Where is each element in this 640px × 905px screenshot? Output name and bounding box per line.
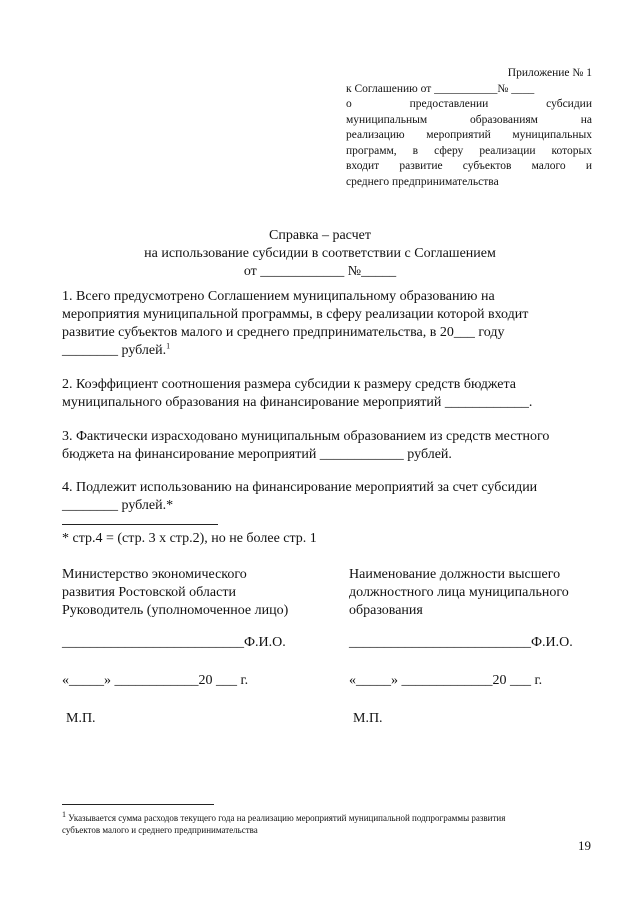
calculation-note: * стр.4 = (стр. 3 х стр.2), но не более стр. 1 bbox=[62, 531, 317, 546]
signature-left bbox=[62, 566, 332, 620]
right-org-line: Наименование должности высшего bbox=[349, 567, 561, 582]
left-org-line: Министерство экономического bbox=[62, 567, 247, 582]
footnote-ref: 1 bbox=[166, 341, 171, 351]
footnote-line: субъектов малого и среднего предпринимательства bbox=[62, 825, 258, 835]
appendix-line: муниципальным образованиям на bbox=[346, 113, 592, 126]
item-1-line: развитие субъектов малого и среднего предпринимательства, в 20___ году bbox=[62, 325, 505, 340]
item-2-line: 2. Коэффициент соотношения размера субсидии к размеру средств бюджета bbox=[62, 377, 517, 392]
appendix-line: о предоставлении субсидии bbox=[346, 98, 592, 110]
left-signature-line: __________________________Ф.И.О. bbox=[62, 635, 286, 650]
item-4 bbox=[62, 479, 582, 515]
item-3-line: 3. Фактически израсходовано муниципальным образованием из средств местного bbox=[62, 429, 550, 444]
note-separator bbox=[62, 524, 218, 525]
item-4-line: 4. Подлежит использованию на финансирование мероприятий за счет субсидии bbox=[62, 480, 538, 495]
left-date-line: «_____» ____________20 ___ г. bbox=[62, 673, 249, 688]
left-stamp: М.П. bbox=[66, 711, 96, 726]
item-3 bbox=[62, 428, 582, 464]
item-3-line: бюджета на финансирование мероприятий ____________ рублей. bbox=[62, 447, 452, 462]
item-2 bbox=[62, 376, 582, 412]
right-signature-line: __________________________Ф.И.О. bbox=[349, 635, 573, 650]
appendix-line: среднего предпринимательства bbox=[346, 175, 499, 188]
left-org-line: Руководитель (уполномоченное лицо) bbox=[62, 603, 289, 618]
appendix-line: к Соглашению от ___________№ ____ bbox=[346, 82, 535, 95]
item-1-line: мероприятия муниципальной программы, в сферу реализации которой входит bbox=[62, 307, 529, 322]
appendix-line: программ, в сферу реализации которых bbox=[346, 144, 592, 157]
item-1 bbox=[62, 288, 582, 360]
item-1-line: ________ рублей. bbox=[62, 343, 167, 358]
right-date-line: «_____» _____________20 ___ г. bbox=[349, 673, 543, 688]
document-heading bbox=[0, 227, 640, 281]
item-4-line: ________ рублей.* bbox=[62, 498, 174, 513]
item-1-line: 1. Всего предусмотрено Соглашением муниципальному образованию на bbox=[62, 289, 495, 304]
footnote-separator bbox=[62, 804, 214, 805]
right-org-line: образования bbox=[349, 603, 423, 618]
page-number: 19 bbox=[578, 838, 591, 853]
footnote-marker: 1 bbox=[62, 810, 66, 819]
appendix-header bbox=[346, 66, 592, 190]
footnote-line: Указывается сумма расходов текущего года на реализацию мероприятий муниципальной подпрограммы развития bbox=[66, 813, 506, 823]
appendix-line: входит развитие субъектов малого и bbox=[346, 160, 592, 172]
heading-title: Справка – расчет bbox=[269, 228, 371, 243]
signature-right bbox=[349, 566, 609, 620]
appendix-line: реализацию мероприятий муниципальных bbox=[346, 129, 592, 141]
heading-subtitle: на использование субсидии в соответствии с Соглашением bbox=[144, 246, 496, 261]
item-2-line: муниципального образования на финансирование мероприятий ____________. bbox=[62, 395, 533, 410]
left-org-line: развития Ростовской области bbox=[62, 585, 236, 600]
right-org-line: должностного лица муниципального bbox=[349, 585, 569, 600]
right-stamp: М.П. bbox=[353, 711, 383, 726]
heading-date-number: от ____________ №_____ bbox=[243, 264, 397, 279]
appendix-title: Приложение № 1 bbox=[507, 67, 592, 79]
footnote bbox=[62, 812, 602, 836]
